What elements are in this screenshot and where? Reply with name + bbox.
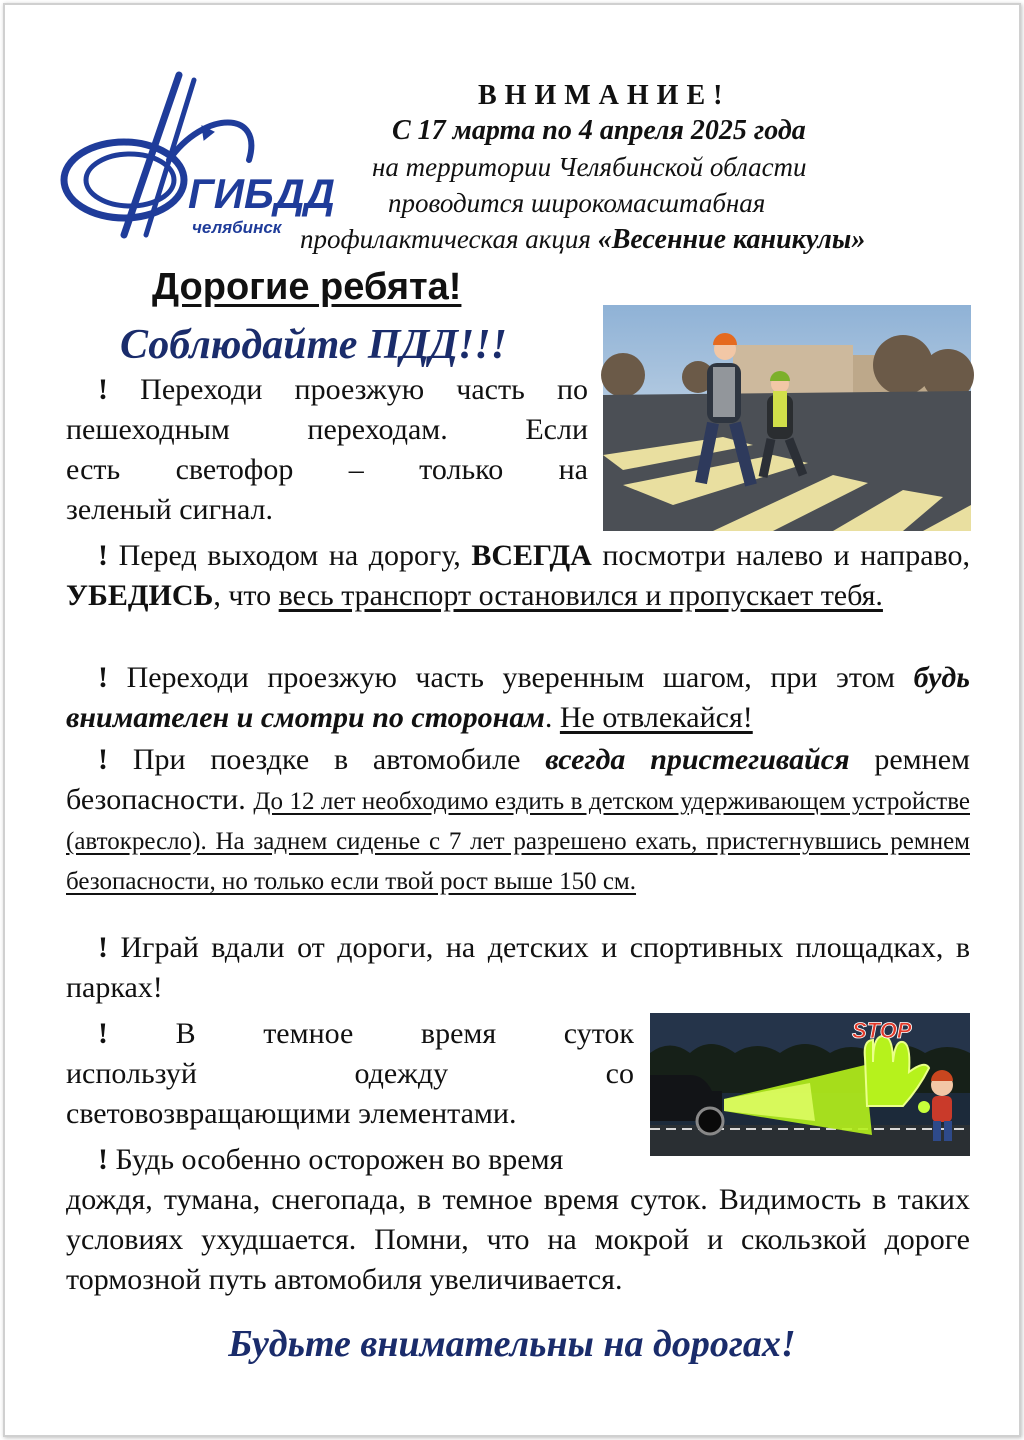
footer-slogan: Будьте внимательны на дорогах! bbox=[228, 1323, 796, 1365]
rule-6-paragraph bbox=[66, 1014, 634, 1134]
logo-city-text: челябинск bbox=[192, 218, 282, 237]
rule-1-line-1: Переходи проезжую часть по bbox=[140, 373, 589, 406]
rule-4-underlined: До 12 лет необходимо ездить в детском удерживающем устройстве (автокресло). На заднем сиденье с 7 лет разрешено ехать, пристегнувшись ремнем безопасности, но только если твой рост выше 150 см. bbox=[66, 788, 970, 895]
rule-3-text-1: Переходи проезжую часть уверенным шагом, при этом bbox=[126, 661, 914, 694]
rule-7-first-line bbox=[66, 1140, 634, 1180]
rule-7-paragraph: дождя, тумана, снегопада, в темное время суток. Видимость в таких условиях ухудшается. Помни, что на мокрой и скользкой дороге тормозной путь автомобиля увеличивается. bbox=[66, 1183, 970, 1296]
rule-4-bang: ! bbox=[98, 743, 108, 776]
night-car-stop-illustration bbox=[650, 1013, 970, 1156]
rule-3-paragraph bbox=[66, 658, 970, 738]
gibdd-logo-icon bbox=[54, 70, 335, 240]
rule-2-text-2: посмотри налево и направо, bbox=[591, 539, 971, 572]
rules-title: Соблюдайте ПДД!!! bbox=[120, 322, 507, 368]
rule-4-text-2: ремнем безопасности. bbox=[66, 743, 971, 816]
rule-2-underlined: весь транспорт остановился и пропускает тебя. bbox=[278, 579, 883, 612]
logo-brand-text: ГИБДД bbox=[188, 170, 335, 217]
header-line-region: на территории Челябинской области bbox=[372, 152, 807, 182]
rule-1-bang: ! bbox=[98, 373, 108, 406]
rule-3-bold-italic: будь внимателен и смотри по сторонам bbox=[66, 661, 970, 734]
rule-3-underlined: Не отвлекайся! bbox=[559, 701, 753, 734]
rule-1-line-4: зеленый сигнал. bbox=[66, 493, 273, 526]
rule-6-line-1: В темное время суток bbox=[175, 1017, 634, 1050]
stop-sign-text: STOP bbox=[852, 1018, 912, 1043]
header-line-action bbox=[300, 224, 865, 256]
rule-6-line-2: используй одежду со bbox=[66, 1057, 634, 1090]
rule-4-text-1: При поездке в автомобиле bbox=[132, 743, 546, 776]
action-prefix: профилактическая акция bbox=[300, 224, 598, 254]
rule-2-text-1: Перед выходом на дорогу, bbox=[118, 539, 472, 572]
campaign-dates: С 17 марта по 4 апреля 2025 года bbox=[392, 115, 806, 146]
rule-7-bang: ! bbox=[98, 1143, 108, 1176]
rule-4-paragraph bbox=[66, 740, 970, 900]
rule-2-always: ВСЕГДА bbox=[471, 539, 592, 572]
rule-5-text: Играй вдали от дороги, на детских и спортивных площадках, в парках! bbox=[66, 931, 970, 1004]
attention-heading: ВНИМАНИЕ! bbox=[478, 80, 731, 111]
greeting-title: Дорогие ребята! bbox=[152, 266, 462, 308]
rule-1-line-2: пешеходным переходам. Если bbox=[66, 413, 588, 446]
action-name: «Весенние каникулы» bbox=[597, 224, 866, 255]
rule-1-line-3: есть светофор – только на bbox=[66, 453, 588, 486]
rule-5-paragraph bbox=[66, 928, 970, 1008]
header-line-scale: проводится широкомасштабная bbox=[388, 188, 766, 218]
rule-2-make-sure: УБЕДИСЬ bbox=[66, 579, 214, 612]
rule-6-bang: ! bbox=[98, 1017, 108, 1050]
rule-5-bang: ! bbox=[98, 931, 108, 964]
rule-1-paragraph bbox=[66, 370, 588, 530]
rule-2-text-3: , что bbox=[213, 579, 279, 612]
rule-6-line-3: световозвращающими элементами. bbox=[66, 1097, 517, 1130]
rule-7-line-1: Будь особенно осторожен во время bbox=[115, 1143, 564, 1176]
children-crossing-photo bbox=[603, 305, 971, 531]
rule-2-bang: ! bbox=[98, 539, 108, 572]
rule-2-paragraph bbox=[66, 536, 970, 616]
rule-3-text-2: . bbox=[544, 701, 560, 734]
rule-3-bang: ! bbox=[98, 661, 108, 694]
rule-4-bold-italic: всегда пристегивайся bbox=[545, 743, 850, 776]
